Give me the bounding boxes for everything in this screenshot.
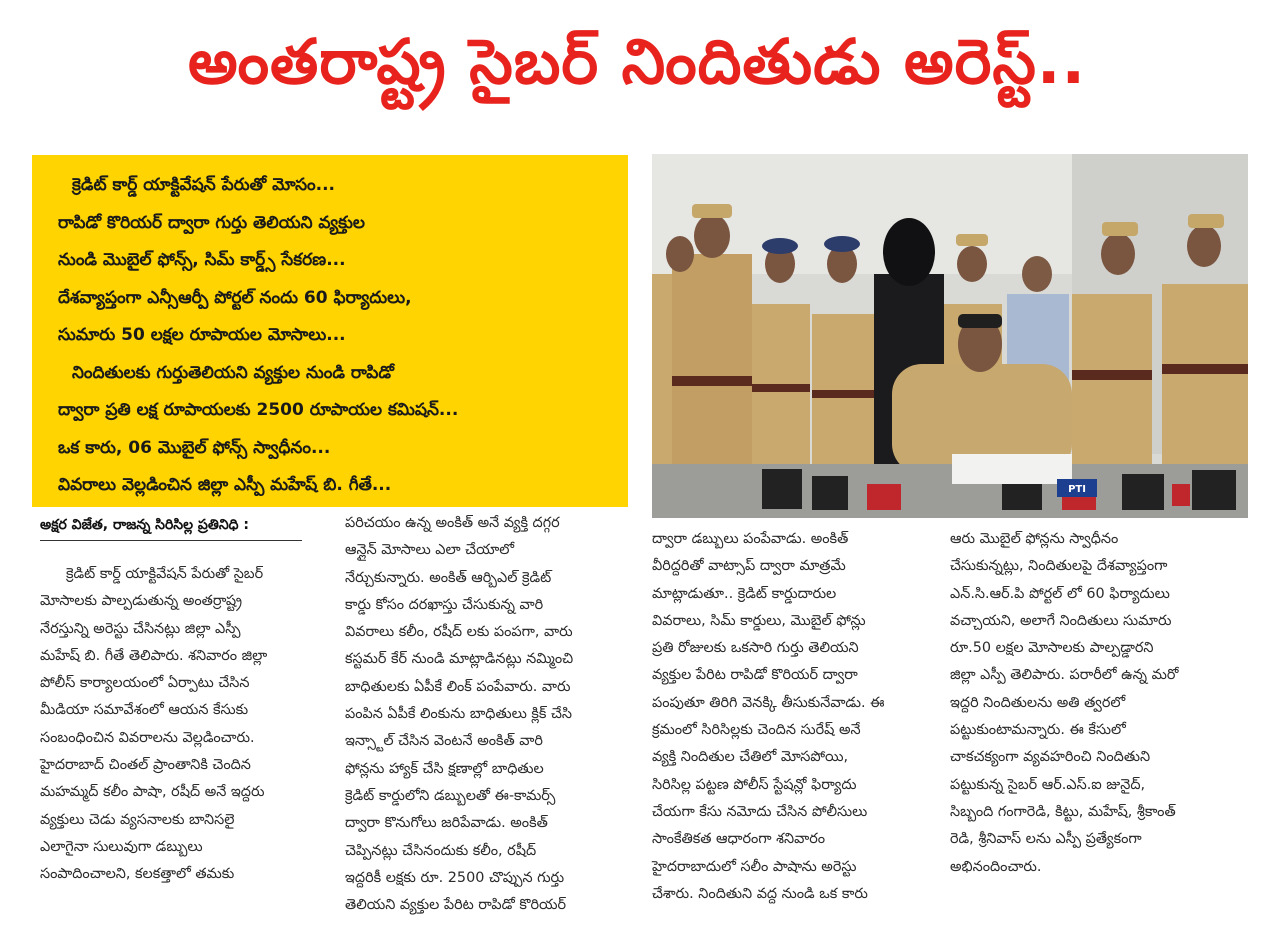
article-line: చాకచక్యంగా వ్యవహరించి నిందితుని [950,749,1151,766]
article-line: సిరిసిల్ల పట్టణ పోలీస్ స్టేషన్లో ఫిర్యాదు [652,776,857,793]
article-line: మాట్లాడుతూ.. క్రెడిట్ కార్డుదారుల [652,585,837,602]
article-line: చేయగా కేసు నమోదు చేసిన పోలీసులు [652,803,868,820]
article-line: ద్వారా కొనుగోలు జరిపేవాడు. అంకిత్ [345,815,548,832]
article-line: సిబ్బంది గంగారెడి, కిట్టు, మహేష్, శ్రీకాంత్ [950,803,1176,820]
article-line: చేశారు. నిందితుని వద్ద నుండి ఒక కారు [652,885,868,902]
article-line: రూ.50 లక్షల మోసాలకు పాల్పడ్డారని [950,640,1154,657]
article-line: వివరాలు కలీం, రషీద్ లకు పంపగా, వారు [345,624,573,641]
article-line: క్రమంలో సిరిసిల్లకు చెందిన సురేష్ అనే [652,722,861,739]
article-line: సంబంధించిన వివరాలను వెల్లడించారు. [40,729,255,746]
article-line: చేసుకున్నట్లు, నిందితులపై దేశవ్యాప్తంగా [950,558,1168,575]
article-line: ఆన్లైన్ మోసాలు ఎలా చేయాలో [345,542,514,559]
article-line: రెడి, శ్రీనివాస్ లను ఎస్పీ ప్రత్యేకంగా [950,831,1142,848]
article-column-4 [950,526,1250,881]
article-line: పోలీస్ కార్యాలయంలో ఏర్పాటు చేసిన [40,675,250,692]
article-line: వ్యక్తి నిందితుల చేతిలో మోసపోయి, [652,749,849,766]
article-line: హైదరాబాద్ చింతల్ ప్రాంతానికి చెందిన [40,757,251,774]
article-line: కార్డు కోసం దరఖాస్తు చేసుకున్న వారి [345,596,544,613]
article-line: మోసాలకు పాల్పడుతున్న అంతర్రాష్ట్ర [40,593,242,610]
article-line: పంపిన ఏపీకే లింకును బాధితులు క్లిక్ చేసి [345,706,573,723]
article-line: జిల్లా ఎస్పీ తెలిపారు. పరారీలో ఉన్న మరో [950,667,1179,684]
article-line: పంపుతూ తిరిగి వెనక్కి తీసుకునేవాడు. ఈ [652,694,885,711]
article-line: హైదరాబాదులో సలీం పాషాను అరెస్టు [652,858,857,875]
highlight-line: దేశవ్యాప్తంగా ఎన్సీఆర్పీ పోర్టల్ నందు 60 ఫిర్యాదులు, [58,287,412,308]
article-line: ఇన్స్టాల్ చేసిన వెంటనే అంకిత్ వారి [345,733,543,750]
article-column-3 [652,526,927,908]
article-column-2 [345,510,630,919]
article-line: ఎన్.సి.ఆర్.పి పోర్టల్ లో 60 ఫిర్యాదులు [950,585,1170,602]
highlight-line: ఒక కారు, 06 మొబైల్ ఫోన్స్ స్వాధీనం... [58,437,331,458]
article-line: ఆరు మొబైల్ ఫోన్లను స్వాధీనం [950,531,1119,547]
article-line: క్రెడిట్ కార్డులోని డబ్బులతో ఈ-కామర్స్ [345,787,556,804]
article-line: పరిచయం ఉన్న అంకిత్ అనే వ్యక్తి దగ్గర [345,515,560,531]
article-line: మహేష్ బి. గీతే తెలిపారు. శనివారం జిల్లా [40,647,268,664]
article-line: బాధితులకు ఏపీకే లింక్ పంపేవారు. వారు [345,678,571,695]
article-line: మీడియా సమావేశంలో ఆయన కేసుకు [40,702,249,719]
highlight-line: రాపిడో కొరియర్ ద్వారా గుర్తు తెలియని వ్యక్తుల [58,212,365,233]
highlight-line: నుండి మొబైల్ ఫోన్స్, సిమ్ కార్డ్స్ సేకరణ... [58,250,346,270]
article-line: ఇద్దరి నిందితులను అతి త్వరలో [950,694,1126,711]
highlight-line: వివరాలు వెల్లడించిన జిల్లా ఎస్పీ మహేష్ బి. గీతే... [58,475,392,495]
highlight-line: నిందితులకు గుర్తుతెలియని వ్యక్తుల నుండి రాపిడో [72,362,394,383]
article-line: నేరస్తున్ని అరెస్టు చేసినట్లు జిల్లా ఎస్పీ [40,620,241,637]
photo-banner-text: PTI [1068,484,1086,495]
article-line: వ్యక్తులు చెడు వ్యసనాలకు బానిసలై [40,811,235,828]
article-line: వివరాలు, సిమ్ కార్డులు, మొబైల్ ఫోన్లు [652,612,866,629]
article-line: ఇద్దరికీ లక్షకు రూ. 2500 చొప్పున గుర్తు [345,869,565,886]
article-line: పట్టుకున్న సైబర్ ఆర్.ఎస్.ఐ జునైద్, [950,776,1146,793]
headline: అంతరాష్ట్ర సైబర్ నిందితుడు అరెస్ట్.. [187,25,1087,98]
article-line: వీరిద్దరితో వాట్సాప్ ద్వారా మాత్రమే [652,558,846,575]
article-line: చెప్పినట్లు చేసినందుకు కలీం, రషీద్ [345,842,537,859]
article-line: ఎలాగైనా సులువుగా డబ్బులు [40,838,203,855]
article-line: వచ్చాయని, అలాగే నిందితులు సుమారు [950,612,1172,629]
article-line: అభినందించారు. [950,858,1042,875]
press-conference-photo [652,154,1248,518]
article-line: పట్టుకుంటామన్నారు. ఈ కేసులో [950,722,1126,739]
highlight-line: సుమారు 50 లక్షల రూపాయల మోసాలు... [58,325,346,345]
photo-illustration [652,154,1248,518]
article-line: వ్యక్తుల పేరిట రాపిడో కొరియర్ ద్వారా [652,667,858,684]
article-line: తెలియని వ్యక్తుల పేరిట రాపిడో కొరియర్ [345,897,567,914]
article-line: ఫోన్లను హ్యాక్ చేసి క్షణాల్లో బాధితుల [345,760,544,777]
article-line: కస్టమర్ కేర్ నుండి మాట్లాడినట్లు నమ్మించి [345,651,574,668]
byline: అక్షర విజేత, రాజన్న సిరిసిల్ల ప్రతినిధి : [40,514,302,541]
highlight-line: క్రెడిట్ కార్డ్ యాక్టివేషన్ పేరుతో మోసం... [72,175,336,195]
highlight-line: ద్వారా ప్రతి లక్ష రూపాయలకు 2500 రూపాయల కమిషన్... [58,400,459,420]
article-line: సంపాదించాలని, కలకత్తాలో తమకు [40,866,235,883]
article-line: ప్రతి రోజులకు ఒకసారి గుర్తు తెలియని [652,640,859,657]
article-line: క్రెడిట్ కార్డ్ యాక్టివేషన్ పేరుతో సైబర్ [66,566,264,582]
article-line: ద్వారా డబ్బులు పంపేవాడు. అంకిత్ [652,531,849,547]
article-line: సాంకేతికత ఆధారంగా శనివారం [652,831,826,848]
article-line: మహమ్మద్ కలీం పాషా, రషీద్ అనే ఇద్దరు [40,784,265,801]
highlights-box [32,155,628,507]
article-column-1 [40,561,326,889]
article-line: నేర్చుకున్నారు. అంకిత్ ఆర్బిఎల్ క్రెడిట్ [345,569,552,586]
